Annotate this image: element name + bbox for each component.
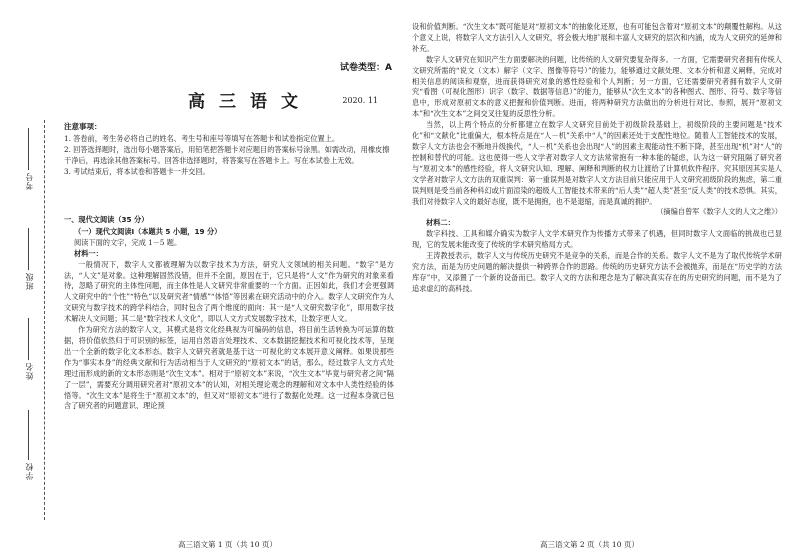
citation: （摘编自曾军《数字人文的人文之维》） bbox=[656, 207, 782, 217]
instruction: 阅读下面的文字，完成 1－5 题。 bbox=[74, 237, 182, 247]
paragraph: 当然，以上两个特点的分析都建立在数字人文研究目前处于初级阶段基础上，初级阶段的主要问题是“技术化”和“文献化”比重偏大，根本特点是在“人－机”关系中“人”的因素还处于支配性地位。随着人工智能技术的发展，数字人文方法也会不断地升级换代，“人－机”关系也会出现“人”的因素主观能动性不断下降，甚至出现“机”对“人”的控制和替代的可能。这也使得一些人文学者对数字人文方法常常抱有一种本能的疑虑，认为这一研究阻隔了研究者与“原初文本”的感性经验，将人文研究认知、理解、阐释和判断的权力让渡给了计算机软件程序。究其原因其实是人文学者对数字人文方法的双重误判：第一重误判是对数字人文方法目前只能应用于人文研究初级阶段的焦虑，第二重误判则是受当前各种科幻或片面渲染的超级人工智能技术带来的“后人类”“超人类”甚至“反人类”的技术恐惧。其实，我们对待数字人文的最好态度，既不是拥抱，也不是退缩，而是真诚的拥护。 bbox=[412, 120, 782, 206]
note-item: 2. 回答选择题时，选出每小题答案后，用铅笔把答题卡对应题目的答案标号涂黑。如需改动，用橡皮擦干净后，再选涂其他答案标号。回答非选择题时，将答案写在答题卡上。写在本试卷上无效。 bbox=[64, 144, 390, 165]
page-footer: 高三语文第 2 页（共 10 页） bbox=[540, 540, 639, 549]
material-heading: 材料一： bbox=[74, 248, 103, 258]
notes-heading: 注意事项： bbox=[64, 122, 102, 131]
kaohao-blank bbox=[28, 128, 29, 170]
paragraph: 数字人文研究在知识产生方面要解决的问题，比传统的人文研究要复杂得多。一方面，它需要研究者拥有传统人文研究所需的“说文（文本）解字（文字、图像等符号）”的能力，能够通过文献处理、文本分析和意义阐释，完成对相关信息的阅读和观察，进而获得研究对象的感性经验和个人判断；另一方面，它还需要研究者拥有数字人文研究“看图（可视化图形）识字（数字、数据等信息）”的能力，能够从“次生文本”的各种图式、图形、符号、数字等信息中，形成对原初文本的意义把握和价值判断。进而，将两种研究方法做出的分析进行对比、参照，展开“原初文本”和“次生文本”之间交叉往复的反思性分析。 bbox=[412, 54, 782, 119]
page-2 bbox=[412, 0, 782, 558]
paragraph: 数字科技、工具和媒介确实为数字人文学术研究作为传播方式带来了机遇，但同时数字人文面临的挑战也已显现，它的发展未能改变了传统的学术研究格局方式。 bbox=[412, 229, 782, 250]
notes-block bbox=[64, 134, 394, 178]
page1-body bbox=[64, 213, 394, 412]
paragraph: 作为研究方法的数字人文，其模式是将文化经典视为可编码的信息，将目前生活转换为可运算的数据，将价值依然归于可识别的标签，运用自然语言处理技术、文本数据挖掘技术和可视化技术等，呈现出一个全新的数字化文本形态。数字人文研究者就是基于这一可视化的文本展开意义阐释。如果说那些作为“事实本身”的经典文献和行为活动相当于人文研究的“原初文本”的话，那么，经过数字人文方式处理过而形成的新的文本形态则是“次生文本”。相对于“原初文本”来说，“次生文本”毕竟与研究者之间“隔了一层”，需要充分调用研究者对“原初文本”的认知，对相关理论观念的理解和对文本中人类性经验的体悟等。“次生文本”是将生于“原初文本”的，但又对“原初文本”进行了数据化处理。这一过程本身就已包含了研究者的问题意识、理论预 bbox=[64, 325, 394, 411]
note-item: 1. 答卷前，考生务必将自己的姓名、考生号和座号等填写在答题卡和试卷指定位置上。 bbox=[64, 134, 340, 143]
exam-date: 2020. 11 bbox=[342, 96, 378, 105]
page-1 bbox=[58, 0, 398, 558]
material-heading: 材料二： bbox=[426, 218, 455, 228]
paragraph: 一般情况下，数字人文都被理解为以数字技术为方法，研究人文领域的相关问题。“数字”是方法，“人文”是对象。这种理解固然没错，但并不全面，原因在于，它只是将“人文”作为研究的对象来看待，忽略了研究的主体性问题，而主体性是人文研究非常重要的一个方面。正因如此，我们才会更强调人文研究中的“个性”“特色”以及研究者“情感”“体悟”等因素在研究活动中的介入。数字人文研究作为人文研究与数字技术的跨学科结合，同时包含了两个维度的面向：其一是“人文研究数字化”，即用数字技术解决人文问题；其二是“数字技术人文化”，即以人文方式发展数字技术，让数字更人文。 bbox=[64, 259, 394, 324]
label-xingming: 姓名 bbox=[25, 362, 34, 380]
exam-type: 试卷类型：A bbox=[340, 63, 392, 73]
binding-margin bbox=[0, 0, 52, 558]
page-title: 高三语文 bbox=[188, 92, 312, 112]
label-banji: 班级 bbox=[25, 272, 34, 290]
subsection-heading: （一）现代文阅读Ⅰ（本题共 5 小题，19 分） bbox=[74, 226, 222, 236]
paragraph: 设和价值判断。“次生文本”既可能是对“原初文本”的抽象化还原，也有可能包含着对“原初文本”的颠覆性解构。从这个意义上说，将数字人文方法引入人文研究，将会极大地扩展和丰富人文研究的层次和内涵，成为人文研究的延伸和补充。 bbox=[412, 22, 782, 53]
section-heading: 一、现代文阅读（35 分） bbox=[64, 215, 149, 224]
page-footer: 高三语文第 1 页（共 10 页） bbox=[178, 540, 277, 549]
xuexiao-blank bbox=[28, 410, 29, 460]
label-kaohao: 考号 bbox=[25, 172, 34, 190]
label-xuexiao: 学校 bbox=[25, 462, 34, 480]
page2-body bbox=[412, 22, 782, 295]
xingming-blank bbox=[28, 318, 29, 360]
banji-blank bbox=[28, 228, 29, 270]
paragraph: 王涛教授表示，数字人文与传统历史研究不是竞争的关系，而是合作的关系。数字人文不是为了取代传统学术研究方法，而是为历史问题的解决提供一种跨界合作的思路。传统的历史研究方法不会被抛弃，而是在“历史学的方法库存”中，又添置了一个新的设备而已。数字人文的方法和理念是为了解决真实存在的历史研究的问题，而不是为了追求虚幻的高科技。 bbox=[412, 251, 782, 293]
note-item: 3. 考试结束后，将本试卷和答题卡一并交回。 bbox=[64, 166, 210, 176]
binding-dash-line bbox=[44, 120, 45, 520]
